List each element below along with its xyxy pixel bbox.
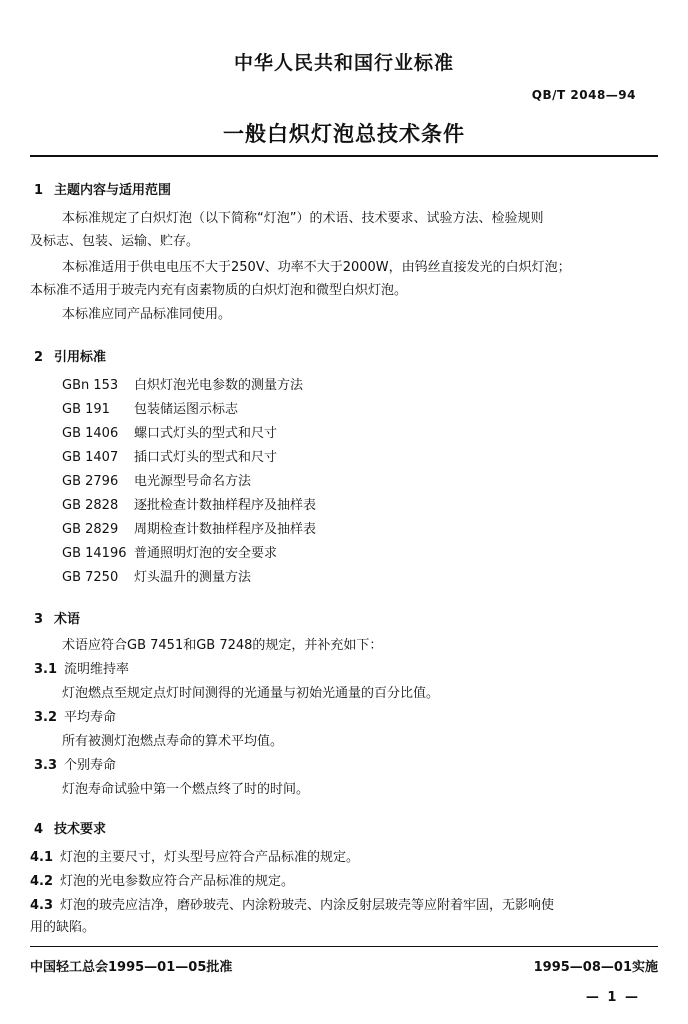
reference-code: GB 2796 bbox=[62, 474, 119, 489]
section-3-heading bbox=[34, 608, 80, 627]
header-divider bbox=[30, 155, 658, 157]
reference-item bbox=[62, 494, 316, 517]
section-1-paragraph-2-line-2: 本标准不适用于玻壳内充有卤素物质的白炽灯泡和微型白炽灯泡。 bbox=[30, 283, 408, 298]
reference-item bbox=[62, 422, 277, 445]
reference-code: GB 2828 bbox=[62, 498, 119, 513]
definition-text: 所有被测灯泡燃点寿命的算术平均值。 bbox=[62, 734, 284, 749]
reference-title: 包装储运图示标志 bbox=[134, 402, 239, 417]
reference-title: 电光源型号命名方法 bbox=[134, 474, 252, 489]
standard-code: QB/T 2048—94 bbox=[531, 88, 636, 102]
page-number: — 1 — bbox=[585, 990, 640, 1005]
section-1-paragraph-1-line-2: 及标志、包装、运输、贮存。 bbox=[30, 234, 200, 249]
requirement-item bbox=[30, 870, 294, 893]
section-number: 3 bbox=[34, 612, 44, 627]
section-1-paragraph-3: 本标准应同产品标准同使用。 bbox=[62, 307, 232, 322]
section-title: 技术要求 bbox=[54, 822, 107, 837]
definition-term-name: 个别寿命 bbox=[64, 758, 117, 773]
section-title: 主题内容与适用范围 bbox=[54, 183, 172, 198]
requirement-item bbox=[30, 846, 359, 869]
section-1-paragraph-1-line-1: 本标准规定了白炽灯泡（以下简称“灯泡”）的术语、技术要求、试验方法、检验规则 bbox=[62, 211, 544, 226]
reference-code: GB 1407 bbox=[62, 450, 119, 465]
reference-code: GB 1406 bbox=[62, 426, 119, 441]
reference-item bbox=[62, 374, 303, 397]
reference-title: 普通照明灯泡的安全要求 bbox=[134, 546, 278, 561]
org-title: 中华人民共和国行业标准 bbox=[233, 52, 454, 74]
requirement-number: 4.3 bbox=[30, 898, 54, 913]
reference-title: 螺口式灯头的型式和尺寸 bbox=[134, 426, 278, 441]
definition-term bbox=[34, 706, 116, 729]
definition-term-name: 流明维持率 bbox=[64, 662, 130, 677]
reference-code: GB 14196 bbox=[62, 546, 127, 561]
section-2-heading bbox=[34, 346, 106, 365]
requirement-text: 灯泡的玻壳应洁净，磨砂玻壳、内涂粉玻壳、内涂反射层玻壳等应附着牢固，无影响使 bbox=[60, 898, 555, 913]
requirement-item bbox=[30, 894, 554, 917]
reference-item bbox=[62, 470, 251, 493]
reference-item bbox=[62, 566, 251, 589]
implementation-date: 1995—08—01实施 bbox=[533, 960, 658, 975]
reference-code: GB 7250 bbox=[62, 570, 119, 585]
document-title: 一般白炽灯泡总技术条件 bbox=[223, 122, 465, 146]
definition-text: 灯泡寿命试验中第一个燃点终了时的时间。 bbox=[62, 782, 310, 797]
reference-item bbox=[62, 542, 277, 565]
definition-term-name: 平均寿命 bbox=[64, 710, 117, 725]
reference-item bbox=[62, 446, 277, 469]
definition-number: 3.1 bbox=[34, 662, 58, 677]
reference-item bbox=[62, 518, 316, 541]
definition-number: 3.3 bbox=[34, 758, 58, 773]
definition-term bbox=[34, 658, 129, 681]
section-title: 术语 bbox=[54, 612, 81, 627]
section-number: 1 bbox=[34, 183, 44, 198]
section-number: 4 bbox=[34, 822, 44, 837]
definition-text: 灯泡燃点至规定点灯时间测得的光通量与初始光通量的百分比值。 bbox=[62, 686, 440, 701]
reference-code: GB 2829 bbox=[62, 522, 119, 537]
section-4-heading bbox=[34, 818, 106, 837]
footer-divider bbox=[30, 946, 658, 947]
reference-code: GBn 153 bbox=[62, 378, 119, 393]
approval-date: 中国轻工总会1995—01—05批准 bbox=[30, 960, 233, 975]
reference-title: 插口式灯头的型式和尺寸 bbox=[134, 450, 278, 465]
reference-item bbox=[62, 398, 238, 421]
definition-number: 3.2 bbox=[34, 710, 58, 725]
reference-code: GB 191 bbox=[62, 402, 110, 417]
reference-title: 白炽灯泡光电参数的测量方法 bbox=[134, 378, 304, 393]
requirement-text: 灯泡的主要尺寸，灯头型号应符合产品标准的规定。 bbox=[60, 850, 360, 865]
requirement-number: 4.2 bbox=[30, 874, 54, 889]
requirement-text: 灯泡的光电参数应符合产品标准的规定。 bbox=[60, 874, 295, 889]
reference-title: 灯头温升的测量方法 bbox=[134, 570, 252, 585]
section-1-heading bbox=[34, 179, 171, 198]
definition-term bbox=[34, 754, 116, 777]
section-title: 引用标准 bbox=[54, 350, 107, 365]
section-number: 2 bbox=[34, 350, 44, 365]
reference-title: 周期检查计数抽样程序及抽样表 bbox=[134, 522, 317, 537]
requirement-number: 4.1 bbox=[30, 850, 54, 865]
section-3-intro: 术语应符合GB 7451和GB 7248的规定，并补充如下： bbox=[62, 638, 383, 653]
requirement-item-continuation: 用的缺陷。 bbox=[30, 920, 96, 935]
reference-title: 逐批检查计数抽样程序及抽样表 bbox=[134, 498, 317, 513]
section-1-paragraph-2-line-1: 本标准适用于供电电压不大于250V、功率不大于2000W，由钨丝直接发光的白炽灯泡； bbox=[62, 260, 571, 275]
